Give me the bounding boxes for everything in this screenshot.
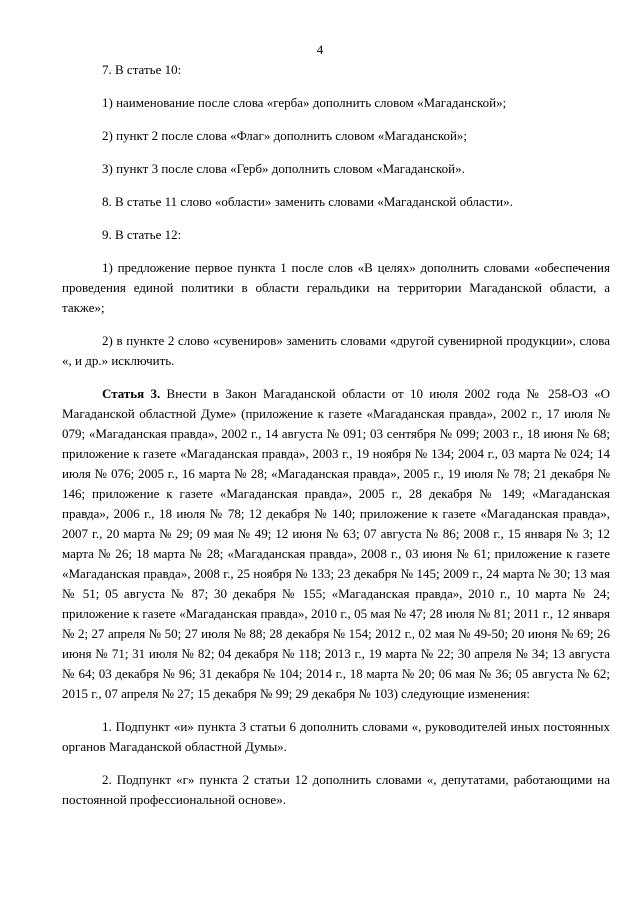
document-body [62,60,610,823]
article-3-heading: Статья 3. [102,386,161,401]
article-10-item-3: 3) пункт 3 после слова «Герб» дополнить словом «Магаданской». [102,161,465,176]
article-12-heading: 9. В статье 12: [102,227,182,242]
article-12-item-1: 1) предложение первое пункта 1 после слов «В целях» дополнить словами «обеспечения проведения единой политики в области геральдики на территории Магаданской области, а также»; [62,260,610,315]
article-10-item-2: 2) пункт 2 после слова «Флаг» дополнить словом «Магаданской»; [102,128,468,143]
page-number: 4 [316,42,324,57]
article-3-paragraph [62,384,610,704]
article-10-heading: 7. В статье 10: [102,62,182,77]
article-12-item-2: 2) в пункте 2 слово «сувениров» заменить словами «другой сувенирной продукции», слова «, и др.» исключить. [62,333,610,368]
article-10-item-1: 1) наименование после слова «герба» дополнить словом «Магаданской»; [102,95,507,110]
article-3-text: Внести в Закон Магаданской области от 10 июля 2002 года № 258-ОЗ «О Магаданской областной Думе» (приложение к газете «Магаданская правда», 2002 г., 17 июля № 079; «Магаданская правда», 2002 г., 14 августа № 091; 03 сентября № 099; 2003 г., 18 июня № 68; приложение к газете «Магаданская правда», 2003 г., 19 ноября № 134; 2004 г., 03 марта № 024; 14 июля № 076; 2005 г., 16 марта № 28; «Магаданская правда», 2005 г., 19 июля № 78; 21 декабря № 146; приложение к газете «Магаданская правда», 2005 г., 28 декабря № 149; «Магаданская правда», 2006 г., 18 июля № 78; 12 декабря № 140; приложение к газете «Магаданская правда», 2007 г., 20 марта № 29; 09 мая № 49; 12 июня № 63; 07 августа № 86; 2008 г., 15 января № 3; 12 марта № 26; 18 марта № 28; «Магаданская правда», 2008 г., 03 июня № 61; приложение к газете «Магаданская правда», 2008 г., 25 ноября № 133; 23 декабря № 145; 2009 г., 24 марта № 30; 13 мая № 51; 05 августа № 87; 30 декабря № 155; «Магаданская правда», 2010 г., 10 марта № 24; приложение к газете «Магаданская правда», 2010 г., 05 мая № 47; 28 июля № 81; 2011 г., 12 января № 2; 27 апреля № 50; 27 июля № 88; 28 декабря № 154; 2012 г., 02 мая № 49-50; 20 июня № 69; 26 июня № 71; 31 июля № 82; 04 декабря № 118; 2013 г., 19 марта № 22; 30 апреля № 34; 13 августа № 64; 03 декабря № 96; 31 декабря № 104; 2014 г., 18 марта № 20; 06 мая № 36; 05 августа № 62; 2015 г., 07 апреля № 27; 15 декабря № 99; 29 декабря № 103) следующие изменения: [62,386,611,701]
article-3-item-1: 1. Подпункт «и» пункта 3 статьи 6 дополнить словами «, руководителей иных постоянных органов Магаданской областной Думы». [62,719,610,754]
article-11-amendment: 8. В статье 11 слово «области» заменить словами «Магаданской области». [102,194,513,209]
article-3-item-2: 2. Подпункт «г» пункта 2 статьи 12 дополнить словами «, депутатами, работающими на постоянной профессиональной основе». [62,772,610,807]
